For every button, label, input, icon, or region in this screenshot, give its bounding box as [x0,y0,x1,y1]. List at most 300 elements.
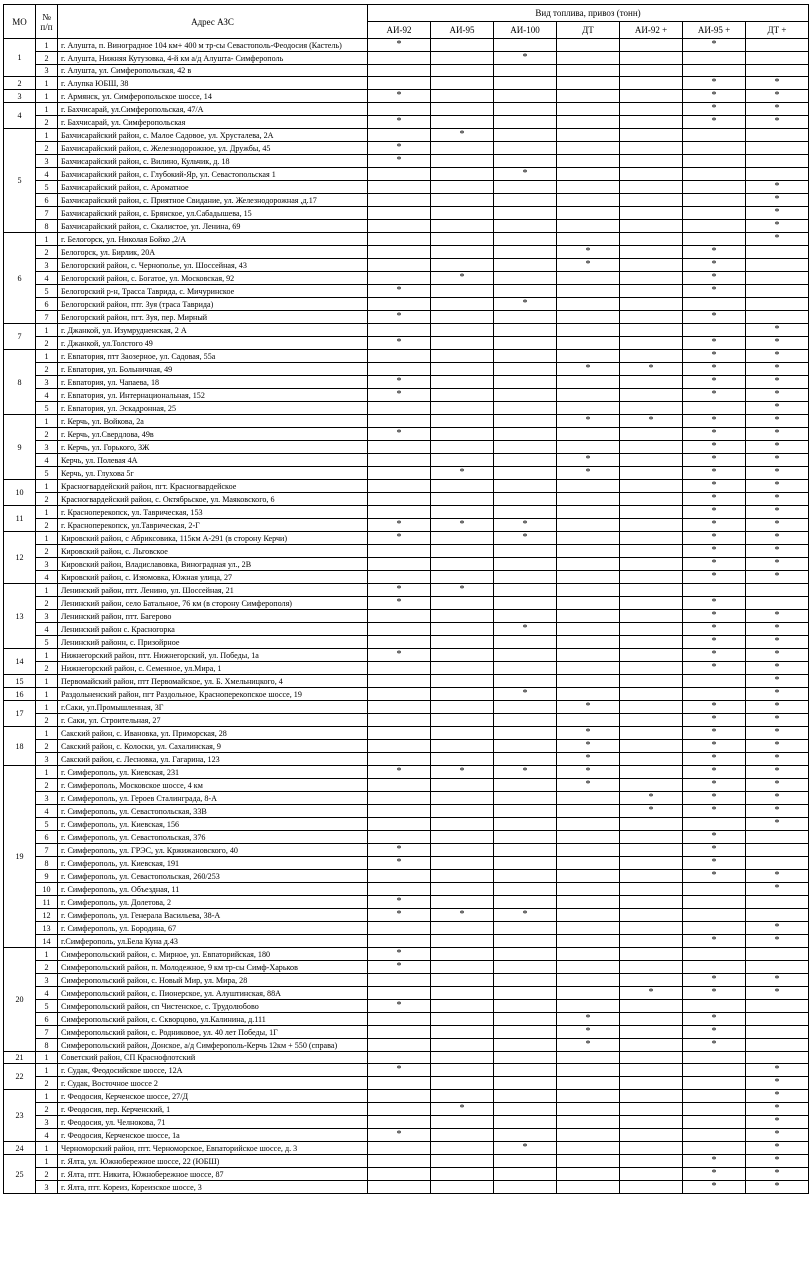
cell-dt [557,194,620,207]
cell-number: 1 [36,1052,58,1064]
cell-ai95 [431,1142,494,1155]
cell-ai92 [368,220,431,233]
cell-number: 1 [36,675,58,688]
cell-dt [557,974,620,987]
cell-ai95 [431,688,494,701]
table-row [4,155,809,168]
table-row [4,194,809,207]
cell-number: 2 [36,1103,58,1116]
cell-ai92 [368,77,431,90]
cell-ai95-plus [683,324,746,337]
cell-mo: 19 [4,766,36,948]
cell-ai95-plus: * [683,649,746,662]
cell-ai100 [494,1013,557,1026]
cell-address: г. Симферополь, ул. Киевская, 156 [58,818,368,831]
cell-ai95: * [431,272,494,285]
cell-ai95-plus: * [683,558,746,571]
table-row [4,766,809,779]
cell-address: Первомайский район, птт Первомайское, ул. Б. Хмельницкого, 4 [58,675,368,688]
cell-ai92 [368,480,431,493]
cell-address: Бахчисарайский район, с. Скалистое, ул. Ленина, 69 [58,220,368,233]
cell-ai95: * [431,766,494,779]
header-fuel-dt: ДТ [557,22,620,39]
cell-address: г. Симферополь, ул. Бородина, 67 [58,922,368,935]
table-row [4,1142,809,1155]
cell-ai92-plus [620,870,683,883]
cell-number: 3 [36,155,58,168]
cell-address: Ленинский районн, с. Призойрное [58,636,368,649]
cell-ai100 [494,935,557,948]
cell-ai95: * [431,584,494,597]
cell-dt-plus: * [746,1077,809,1090]
table-row [4,480,809,493]
cell-address: г. Симферополь, ул. Киевская, 231 [58,766,368,779]
cell-ai92-plus [620,168,683,181]
cell-ai100 [494,389,557,402]
cell-dt-plus [746,948,809,961]
cell-ai92-plus [620,1168,683,1181]
cell-number: 3 [36,1116,58,1129]
cell-number: 4 [36,1129,58,1142]
cell-dt [557,831,620,844]
cell-address: г. Евпатория, птт Заозерное, ул. Садовая, 55а [58,350,368,363]
cell-dt [557,493,620,506]
table-row [4,1077,809,1090]
cell-mo: 5 [4,129,36,233]
cell-number: 11 [36,896,58,909]
cell-ai95-plus: * [683,532,746,545]
cell-number: 6 [36,194,58,207]
cell-ai95-plus: * [683,740,746,753]
cell-ai92-plus [620,831,683,844]
cell-ai95 [431,675,494,688]
table-row [4,974,809,987]
cell-ai100: * [494,168,557,181]
cell-number: 1 [36,532,58,545]
cell-address: г. Евпатория, ул. Интернациональная, 152 [58,389,368,402]
cell-ai92 [368,1013,431,1026]
cell-number: 2 [36,714,58,727]
cell-dt [557,558,620,571]
cell-ai95-plus: * [683,39,746,52]
cell-ai100 [494,1064,557,1077]
cell-ai95-plus [683,896,746,909]
cell-ai92-plus [620,844,683,857]
cell-number: 5 [36,636,58,649]
cell-ai100 [494,597,557,610]
cell-address: г. Феодосия, Керченское шоссе, 27/Д [58,1090,368,1103]
cell-address: г. Судак, Феодосийское шоссе, 12А [58,1064,368,1077]
header-fuel-ai95: АИ-95 [431,22,494,39]
cell-ai92 [368,402,431,415]
cell-dt-plus: * [746,766,809,779]
cell-ai92 [368,935,431,948]
table-row [4,39,809,52]
cell-ai100 [494,883,557,896]
cell-ai92-plus [620,324,683,337]
cell-ai92 [368,246,431,259]
cell-number: 13 [36,922,58,935]
cell-ai92: * [368,532,431,545]
cell-ai92-plus [620,389,683,402]
cell-ai92-plus [620,77,683,90]
cell-dt: * [557,246,620,259]
cell-number: 2 [36,597,58,610]
cell-ai92-plus [620,883,683,896]
cell-address: г. Симферополь, ул. Героев Сталинграда, 8-А [58,792,368,805]
cell-mo: 25 [4,1155,36,1194]
cell-ai100 [494,467,557,480]
table-row [4,402,809,415]
cell-dt-plus: * [746,116,809,129]
cell-ai92-plus [620,961,683,974]
cell-ai92: * [368,39,431,52]
cell-address: Бахчисарайский район, с. Приятное Свидание, ул. Железнодорожная ,д.17 [58,194,368,207]
cell-number: 4 [36,272,58,285]
cell-ai92: * [368,311,431,324]
cell-ai95 [431,52,494,65]
cell-ai95-plus [683,402,746,415]
cell-address: г. Феодосия, Керченское шоссе, 1а [58,1129,368,1142]
cell-ai95 [431,207,494,220]
cell-dt-plus: * [746,1168,809,1181]
table-row [4,428,809,441]
cell-ai92-plus [620,181,683,194]
cell-dt [557,65,620,77]
cell-mo: 14 [4,649,36,675]
cell-ai100 [494,1077,557,1090]
cell-ai100 [494,545,557,558]
cell-ai92: * [368,389,431,402]
cell-ai92-plus [620,909,683,922]
table-row [4,675,809,688]
cell-ai100 [494,1181,557,1194]
cell-ai92 [368,727,431,740]
cell-ai100 [494,1052,557,1064]
cell-address: Симферопольский район, с. Мирное, ул. Евпаторийская, 180 [58,948,368,961]
cell-ai92-plus [620,1129,683,1142]
cell-address: Бахчисарайский район, с. Ароматное [58,181,368,194]
cell-ai92 [368,792,431,805]
cell-address: Бахчисарайский район, с. Вилино, Кульчик, д. 18 [58,155,368,168]
cell-ai92-plus [620,1103,683,1116]
cell-ai92-plus [620,1064,683,1077]
cell-dt [557,389,620,402]
cell-dt-plus [746,831,809,844]
table-row [4,935,809,948]
cell-ai92-plus [620,636,683,649]
cell-dt [557,909,620,922]
cell-ai95 [431,389,494,402]
cell-address: Керчь, ул. Глухова 5г [58,467,368,480]
cell-ai100: * [494,766,557,779]
cell-address: г. Керчь, ул. Горького, ЗЖ [58,441,368,454]
cell-dt-plus: * [746,519,809,532]
cell-dt: * [557,779,620,792]
cell-ai92-plus [620,402,683,415]
cell-dt [557,1168,620,1181]
cell-ai95-plus [683,909,746,922]
cell-ai92-plus [620,298,683,311]
cell-ai100 [494,207,557,220]
cell-ai95-plus [683,961,746,974]
cell-dt-plus [746,246,809,259]
cell-dt-plus: * [746,103,809,116]
cell-ai92: * [368,1129,431,1142]
cell-ai95-plus [683,1052,746,1064]
cell-dt-plus [746,597,809,610]
cell-number: 1 [36,1090,58,1103]
table-row [4,454,809,467]
cell-dt-plus: * [746,636,809,649]
cell-ai100 [494,142,557,155]
cell-ai95-plus [683,1077,746,1090]
table-row [4,285,809,298]
cell-ai95-plus [683,922,746,935]
cell-ai100 [494,1039,557,1052]
cell-ai95 [431,1013,494,1026]
cell-ai92 [368,818,431,831]
cell-number: 2 [36,1077,58,1090]
cell-ai95 [431,103,494,116]
cell-ai100: * [494,532,557,545]
cell-ai92 [368,974,431,987]
cell-number: 3 [36,753,58,766]
cell-ai92-plus [620,1052,683,1064]
cell-address: Белогорский район, птг. Зуя (траса Таврида) [58,298,368,311]
cell-ai95-plus: * [683,623,746,636]
table-row [4,610,809,623]
cell-ai95-plus [683,1064,746,1077]
cell-ai95-plus [683,181,746,194]
cell-dt [557,844,620,857]
cell-ai95-plus: * [683,467,746,480]
cell-ai95-plus: * [683,727,746,740]
cell-number: 1 [36,480,58,493]
cell-ai92 [368,415,431,428]
cell-ai92 [368,779,431,792]
table-row [4,753,809,766]
cell-number: 1 [36,506,58,519]
cell-dt: * [557,753,620,766]
cell-ai92-plus [620,39,683,52]
cell-dt: * [557,415,620,428]
cell-address: Белогорск, ул. Бирлик, 20А [58,246,368,259]
cell-ai100 [494,1116,557,1129]
cell-ai95 [431,506,494,519]
cell-number: 3 [36,65,58,77]
table-row [4,168,809,181]
cell-ai95-plus: * [683,545,746,558]
cell-ai92-plus [620,90,683,103]
cell-ai95-plus [683,688,746,701]
cell-dt-plus: * [746,441,809,454]
cell-ai92-plus [620,740,683,753]
table-row [4,77,809,90]
cell-ai100 [494,961,557,974]
cell-ai92: * [368,961,431,974]
cell-dt [557,922,620,935]
cell-ai95 [431,636,494,649]
cell-ai95 [431,1000,494,1013]
table-row [4,1155,809,1168]
cell-ai100: * [494,623,557,636]
cell-dt-plus [746,142,809,155]
cell-dt [557,376,620,389]
cell-ai100 [494,831,557,844]
cell-ai92-plus: * [620,805,683,818]
cell-dt: * [557,467,620,480]
cell-dt [557,1129,620,1142]
cell-ai100 [494,987,557,1000]
cell-ai92: * [368,428,431,441]
cell-dt-plus: * [746,324,809,337]
cell-ai100 [494,311,557,324]
cell-number: 1 [36,766,58,779]
cell-ai95-plus [683,65,746,77]
cell-address: Ленинский район с. Красногорка [58,623,368,636]
cell-dt [557,402,620,415]
cell-ai92-plus [620,727,683,740]
cell-dt-plus: * [746,883,809,896]
cell-ai92 [368,883,431,896]
cell-number: 1 [36,77,58,90]
cell-ai100 [494,740,557,753]
header-fuel-group: Вид топлива, привоз (тонн) [368,5,809,22]
cell-ai100 [494,1129,557,1142]
cell-address: г. Джанкой, ул. Изумрудненская, 2 А [58,324,368,337]
cell-ai92 [368,52,431,65]
table-row [4,896,809,909]
cell-ai95 [431,948,494,961]
cell-ai92-plus [620,142,683,155]
cell-address: г. Симферополь, ул. Киевская, 191 [58,857,368,870]
cell-ai95 [431,220,494,233]
cell-address: Нижнегорский район, птт. Нижнегорский, ул. Победы, 1а [58,649,368,662]
cell-number: 8 [36,857,58,870]
table-row [4,350,809,363]
cell-number: 1 [36,415,58,428]
cell-ai95-plus: * [683,597,746,610]
cell-ai92 [368,259,431,272]
cell-ai100 [494,1155,557,1168]
cell-dt-plus: * [746,987,809,1000]
cell-dt-plus: * [746,870,809,883]
cell-ai100: * [494,688,557,701]
cell-dt-plus [746,1026,809,1039]
cell-number: 1 [36,727,58,740]
cell-ai92 [368,740,431,753]
cell-ai95 [431,194,494,207]
cell-ai92: * [368,857,431,870]
cell-ai92-plus [620,493,683,506]
cell-ai95 [431,935,494,948]
cell-ai95 [431,1129,494,1142]
cell-ai100 [494,493,557,506]
cell-address: г. Алупка ЮБШ, 38 [58,77,368,90]
cell-address: Бахчисарайский район, с. Глубокий-Яр, ул. Севастопольская 1 [58,168,368,181]
cell-ai95 [431,1168,494,1181]
cell-dt-plus [746,909,809,922]
cell-ai92: * [368,584,431,597]
cell-ai92 [368,987,431,1000]
cell-ai95-plus: * [683,350,746,363]
cell-dt-plus: * [746,701,809,714]
cell-dt-plus: * [746,428,809,441]
cell-ai95 [431,792,494,805]
cell-address: г.Саки, ул.Промышленная, 3Г [58,701,368,714]
cell-dt-plus: * [746,506,809,519]
cell-dt-plus: * [746,1129,809,1142]
cell-address: г. Красноперекопск, ул.Таврическая, 2-Г [58,519,368,532]
cell-ai95 [431,571,494,584]
cell-ai92-plus [620,116,683,129]
cell-ai92-plus [620,688,683,701]
cell-ai92-plus [620,441,683,454]
cell-dt-plus: * [746,467,809,480]
cell-ai95-plus: * [683,935,746,948]
cell-ai95 [431,662,494,675]
cell-ai92 [368,65,431,77]
cell-dt [557,350,620,363]
cell-ai95-plus: * [683,1039,746,1052]
cell-dt [557,1064,620,1077]
cell-ai95-plus: * [683,311,746,324]
table-row [4,623,809,636]
cell-ai92-plus [620,52,683,65]
cell-mo: 7 [4,324,36,350]
cell-ai95-plus: * [683,519,746,532]
cell-ai95 [431,259,494,272]
cell-ai92 [368,207,431,220]
table-row [4,701,809,714]
cell-ai100 [494,1168,557,1181]
cell-dt [557,636,620,649]
cell-number: 2 [36,493,58,506]
cell-ai95 [431,714,494,727]
cell-ai95 [431,844,494,857]
cell-ai95-plus [683,194,746,207]
cell-dt-plus [746,65,809,77]
cell-ai100 [494,1026,557,1039]
table-row [4,948,809,961]
cell-ai95 [431,493,494,506]
cell-ai95-plus [683,298,746,311]
cell-ai95-plus: * [683,506,746,519]
cell-ai95 [431,285,494,298]
cell-dt [557,714,620,727]
cell-ai95 [431,415,494,428]
cell-number: 2 [36,337,58,350]
cell-dt-plus: * [746,194,809,207]
cell-ai95-plus: * [683,441,746,454]
cell-dt-plus: * [746,337,809,350]
cell-dt [557,233,620,246]
cell-ai100 [494,974,557,987]
cell-ai100 [494,558,557,571]
cell-number: 5 [36,467,58,480]
cell-address: г. Евпатория, ул. Чапаева, 18 [58,376,368,389]
cell-number: 2 [36,363,58,376]
cell-ai95 [431,402,494,415]
cell-ai92 [368,558,431,571]
cell-ai95 [431,363,494,376]
cell-ai100 [494,792,557,805]
cell-dt [557,298,620,311]
cell-number: 2 [36,142,58,155]
cell-ai100 [494,39,557,52]
cell-address: Белогорский р-н, Трасса Таврида, с. Мичуринское [58,285,368,298]
